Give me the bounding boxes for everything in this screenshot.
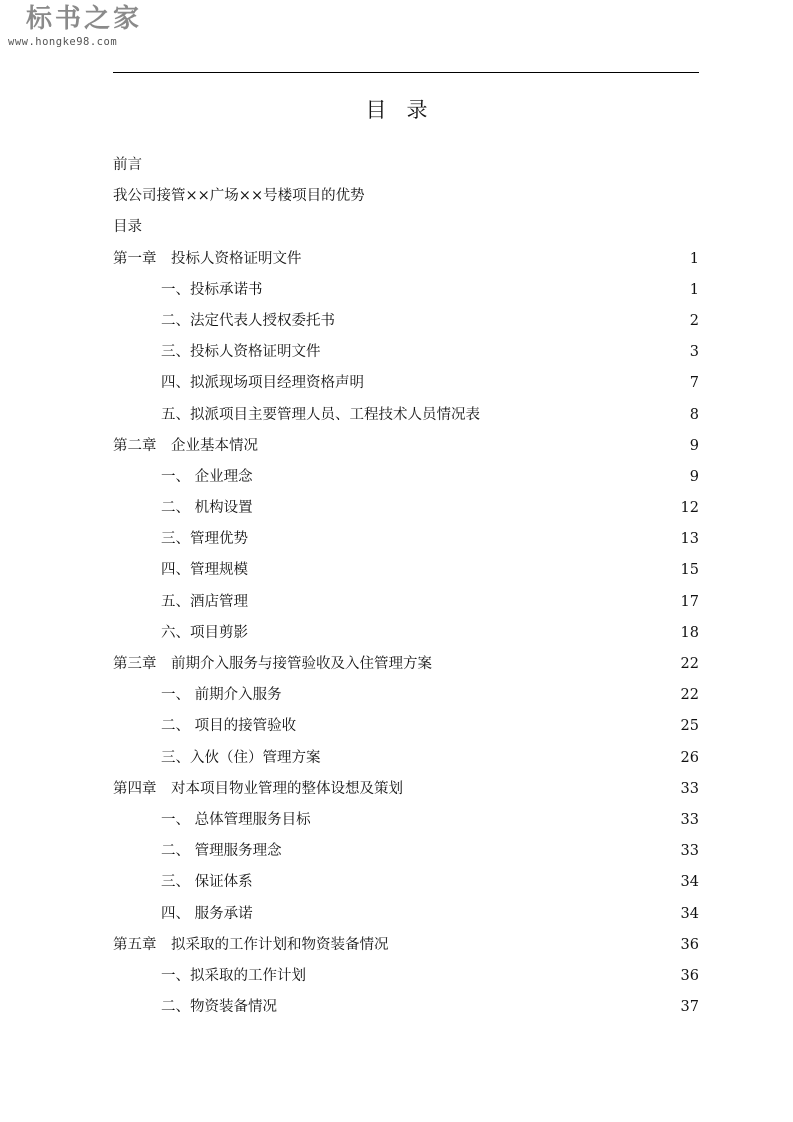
toc-subentry[interactable] [113, 743, 699, 774]
toc-page-number: 34 [680, 874, 699, 891]
toc-subentry[interactable] [113, 337, 699, 368]
toc-entry-label: 一、拟采取的工作计划 [161, 967, 306, 984]
toc-entry-label: 三、 保证体系 [161, 874, 253, 891]
toc-entry-label: 六、项目剪影 [161, 624, 248, 641]
toc-entry[interactable] [113, 150, 699, 181]
toc-page-number: 26 [680, 749, 699, 766]
toc-subentry[interactable] [113, 493, 699, 524]
toc-entry[interactable] [113, 774, 699, 805]
watermark-url: www.hongke98.com [8, 36, 118, 48]
toc-page-number: 15 [680, 562, 699, 579]
toc-page-number: 9 [689, 437, 699, 454]
toc-entry[interactable] [113, 181, 699, 212]
toc-entry-label: 第二章 企业基本情况 [113, 437, 258, 454]
toc-entry-label: 第五章 拟采取的工作计划和物资装备情况 [113, 936, 389, 953]
toc-entry-label: 四、拟派现场项目经理资格声明 [161, 375, 364, 392]
toc-subentry[interactable] [113, 587, 699, 618]
toc-entry-label: 第一章 投标人资格证明文件 [113, 250, 302, 267]
toc-entry-label: 四、管理规模 [161, 562, 248, 579]
watermark [8, 4, 142, 48]
toc-subentry[interactable] [113, 836, 699, 867]
toc-subentry[interactable] [113, 711, 699, 742]
toc-page-number: 17 [680, 593, 699, 610]
toc-entry-label: 三、投标人资格证明文件 [161, 344, 321, 361]
toc-page-number: 18 [680, 624, 699, 641]
toc-page-number: 34 [680, 905, 699, 922]
toc-page-number: 22 [680, 687, 699, 704]
toc-entry-label: 二、 管理服务理念 [161, 843, 282, 860]
toc-page-number: 8 [689, 406, 699, 423]
toc-entry-label: 四、 服务承诺 [161, 905, 253, 922]
toc-subentry[interactable] [113, 555, 699, 586]
toc-entry-label: 五、酒店管理 [161, 593, 248, 610]
toc-page-number: 36 [680, 936, 699, 953]
toc-entry-label: 一、 总体管理服务目标 [161, 811, 311, 828]
toc-subentry[interactable] [113, 275, 699, 306]
toc-entry[interactable] [113, 431, 699, 462]
watermark-logo: 标书之家 [26, 4, 143, 34]
toc-entry-label: 二、物资装备情况 [161, 999, 277, 1016]
toc-entry-label: 第三章 前期介入服务与接管验收及入住管理方案 [113, 656, 432, 672]
toc-page-number: 2 [689, 312, 699, 329]
toc-subentry[interactable] [113, 899, 699, 930]
toc-subentry[interactable] [113, 306, 699, 337]
toc-subentry[interactable] [113, 462, 699, 493]
toc-entry-label: 我公司接管××广场××号楼项目的优势 [113, 188, 365, 205]
toc-page-number: 33 [680, 811, 699, 828]
toc-page-number: 12 [680, 500, 699, 517]
toc-subentry[interactable] [113, 680, 699, 711]
toc-page-number: 33 [680, 780, 699, 797]
toc-entry[interactable] [113, 649, 699, 680]
toc-subentry[interactable] [113, 524, 699, 555]
toc-entry-label: 三、管理优势 [161, 531, 248, 548]
toc-subentry[interactable] [113, 400, 699, 431]
table-of-contents [113, 150, 699, 1023]
toc-subentry[interactable] [113, 618, 699, 649]
toc-subentry[interactable] [113, 368, 699, 399]
toc-entry-label: 二、 机构设置 [161, 500, 253, 517]
toc-page-number: 7 [689, 375, 699, 392]
toc-entry-label: 前言 [113, 157, 142, 173]
toc-subentry[interactable] [113, 961, 699, 992]
toc-subentry[interactable] [113, 867, 699, 898]
toc-page-number: 1 [689, 250, 699, 267]
toc-page-number: 3 [689, 344, 699, 361]
page-title: 目录 [365, 98, 448, 122]
toc-entry[interactable] [113, 930, 699, 961]
toc-page-number: 22 [680, 656, 699, 672]
toc-page-number: 1 [689, 281, 699, 298]
toc-entry-label: 一、 企业理念 [161, 468, 253, 485]
toc-entry-label: 一、 前期介入服务 [161, 687, 282, 704]
header-rule [113, 72, 699, 73]
toc-page-number: 9 [689, 468, 699, 485]
toc-entry[interactable] [113, 212, 699, 243]
toc-page-number: 36 [680, 967, 699, 984]
toc-entry-label: 目录 [113, 219, 142, 236]
toc-page-number: 37 [680, 999, 699, 1016]
toc-subentry[interactable] [113, 805, 699, 836]
toc-entry-label: 三、入伙（住）管理方案 [161, 749, 321, 766]
toc-entry-label: 一、投标承诺书 [161, 281, 263, 298]
toc-entry[interactable] [113, 244, 699, 275]
toc-entry-label: 第四章 对本项目物业管理的整体设想及策划 [113, 780, 403, 797]
toc-entry-label: 五、拟派项目主要管理人员、工程技术人员情况表 [161, 406, 480, 423]
toc-entry-label: 二、法定代表人授权委托书 [161, 312, 335, 329]
toc-entry-label: 二、 项目的接管验收 [161, 718, 297, 735]
toc-page-number: 25 [680, 718, 699, 735]
toc-subentry[interactable] [113, 992, 699, 1023]
toc-page-number: 13 [680, 531, 699, 548]
toc-page-number: 33 [680, 843, 699, 860]
